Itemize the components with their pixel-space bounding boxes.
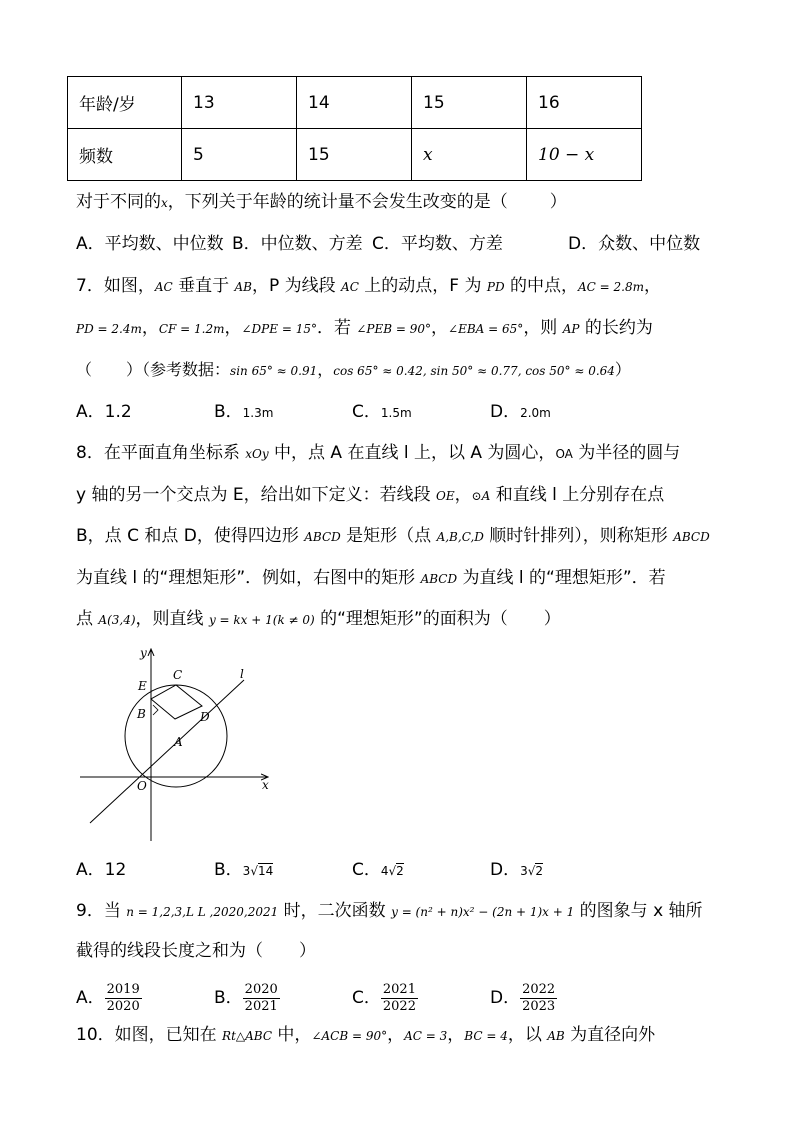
text: 的“理想矩形”的面积为（ bbox=[314, 609, 508, 629]
text: 对于不同的 bbox=[76, 192, 161, 212]
option-letter: A． bbox=[76, 402, 105, 422]
frequency-table bbox=[67, 76, 642, 181]
text: ，则 bbox=[523, 318, 563, 338]
math: ABCD bbox=[420, 572, 458, 586]
math: CF = 1.2m bbox=[158, 322, 225, 336]
text: ） bbox=[299, 941, 316, 961]
q8-line-2 bbox=[76, 483, 664, 508]
math: ABCD bbox=[673, 530, 710, 544]
text: 为直线 l 的“理想矩形”．若 bbox=[457, 568, 666, 588]
q9-option-c bbox=[352, 978, 418, 1018]
numerator: 2022 bbox=[522, 981, 556, 997]
q9-line-1 bbox=[76, 899, 703, 924]
q7-line-3 bbox=[76, 358, 631, 383]
text: 8．在平面直角坐标系 bbox=[76, 443, 246, 463]
text: ） bbox=[543, 609, 561, 629]
option-coef: 3 bbox=[242, 864, 251, 878]
sqrt-sign: √ bbox=[250, 864, 258, 878]
math: ⊙A bbox=[471, 489, 491, 503]
q8-option-c bbox=[352, 858, 404, 883]
math: ∠DPE = 15° bbox=[241, 322, 317, 336]
math: AB bbox=[234, 280, 252, 294]
line-l bbox=[90, 680, 244, 823]
math: AC bbox=[154, 280, 173, 294]
text: 10．如图，已知在 bbox=[76, 1025, 223, 1045]
text: ．若 bbox=[316, 318, 357, 338]
text: 为直径向外 bbox=[564, 1025, 656, 1045]
text: 截得的线段长度之和为（ bbox=[76, 941, 263, 961]
q9-option-d bbox=[490, 978, 557, 1018]
math: BC = 4 bbox=[464, 1029, 508, 1043]
q6-option-b: B．中位数、方差 bbox=[232, 234, 363, 254]
text: ， bbox=[644, 276, 662, 296]
option-coef: 4 bbox=[380, 864, 389, 878]
text: ， bbox=[431, 318, 449, 338]
text: ，P 为线段 bbox=[251, 276, 342, 296]
text: 的图象与 x 轴所 bbox=[574, 901, 703, 921]
table-row bbox=[68, 77, 642, 129]
table-cell: x bbox=[412, 129, 527, 181]
option-letter: A． bbox=[76, 988, 105, 1008]
q9-option-b bbox=[214, 978, 280, 1018]
denominator: 2020 bbox=[106, 998, 140, 1014]
option-radicand: 2 bbox=[535, 864, 544, 878]
q6-option-a: A．平均数、中位数 bbox=[76, 234, 224, 254]
table-cell: 频数 bbox=[68, 129, 182, 181]
text: 上的动点，F 为 bbox=[358, 276, 487, 296]
text: 7．如图， bbox=[76, 276, 155, 296]
q10-line-1 bbox=[76, 1023, 655, 1048]
text: ） bbox=[614, 360, 631, 379]
text: 中， bbox=[272, 1025, 312, 1045]
q8-option-a bbox=[76, 858, 126, 882]
sqrt-sign: √ bbox=[527, 864, 536, 878]
q9-option-a bbox=[76, 978, 142, 1018]
label-a: A bbox=[174, 735, 183, 749]
option-value: 12 bbox=[104, 860, 127, 880]
q7-line-1 bbox=[76, 274, 661, 299]
label-y: y bbox=[140, 646, 147, 660]
numerator: 2019 bbox=[106, 981, 140, 997]
rectangle-abcd bbox=[151, 685, 202, 719]
math: AC = 2.8m bbox=[578, 280, 645, 294]
math: A(3,4) bbox=[98, 613, 136, 627]
math: xOy bbox=[245, 447, 269, 461]
fraction bbox=[243, 982, 280, 1015]
option-letter: B． bbox=[214, 860, 243, 880]
math: AB bbox=[547, 1029, 565, 1043]
q8-line-4 bbox=[76, 566, 666, 591]
option-value: 1.2 bbox=[104, 402, 132, 422]
option-value: 2.0m bbox=[520, 406, 551, 420]
text: 为半径的圆与 bbox=[572, 443, 681, 463]
option-letter: A． bbox=[76, 860, 105, 880]
math: ABCD bbox=[304, 530, 341, 544]
label-o: O bbox=[137, 779, 147, 793]
table-cell: 15 bbox=[297, 129, 412, 181]
label-b: B bbox=[137, 707, 146, 721]
math: n = 1,2,3,L L ,2020,2021 bbox=[126, 905, 279, 919]
math: AC bbox=[341, 280, 359, 294]
table-cell: 16 bbox=[527, 77, 642, 129]
text: ， bbox=[317, 360, 334, 379]
table-cell: 13 bbox=[182, 77, 297, 129]
math: Rt△ABC bbox=[222, 1029, 273, 1043]
math: ∠ACB = 90° bbox=[311, 1029, 388, 1043]
label-e: E bbox=[138, 679, 147, 693]
text: 时，二次函数 bbox=[278, 901, 392, 921]
table-row bbox=[68, 129, 642, 181]
math: OE bbox=[436, 489, 455, 503]
math: PD = 2.4m bbox=[76, 322, 142, 336]
text: 9．当 bbox=[76, 901, 127, 921]
math: AP bbox=[562, 322, 580, 336]
option-letter: D． bbox=[490, 402, 521, 422]
option-letter: C． bbox=[352, 402, 381, 422]
text: ）（参考数据： bbox=[126, 360, 231, 379]
option-value: 1.5m bbox=[380, 406, 412, 420]
math: ∠EBA = 65° bbox=[448, 322, 524, 336]
q8-option-b bbox=[214, 858, 273, 883]
text: 点 bbox=[76, 609, 99, 629]
text: B，点 C 和点 D，使得四边形 bbox=[76, 526, 305, 546]
denominator: 2023 bbox=[522, 998, 556, 1014]
math: cos 65° ≈ 0.42, sin 50° ≈ 0.77, cos 50° ≈ 0.64 bbox=[333, 364, 615, 378]
math: ∠PEB = 90° bbox=[356, 322, 432, 336]
text: （ bbox=[76, 360, 93, 379]
text: ，则直线 bbox=[135, 609, 209, 629]
q7-option-c bbox=[352, 400, 412, 425]
math: AC = 3 bbox=[404, 1029, 448, 1043]
text: 为直线 l 的“理想矩形”．例如，右图中的矩形 bbox=[76, 568, 421, 588]
math: OA bbox=[555, 447, 573, 461]
q8-line-3 bbox=[76, 524, 710, 549]
q8-option-d bbox=[490, 858, 543, 883]
text: 垂直于 bbox=[172, 276, 235, 296]
label-x: x bbox=[262, 778, 269, 792]
table-cell: 14 bbox=[297, 77, 412, 129]
fraction bbox=[105, 982, 142, 1015]
text: 顺时针排列），则称矩形 bbox=[483, 526, 674, 546]
text: ，下列关于年龄的统计量不会发生改变的是（ bbox=[167, 192, 508, 212]
text: 和直线 l 上分别存在点 bbox=[490, 485, 665, 505]
q8-line-5 bbox=[76, 607, 561, 632]
math: y = (n² + n)x² − (2n + 1)x + 1 bbox=[391, 905, 575, 919]
text: ，以 bbox=[507, 1025, 548, 1045]
option-coef: 3 bbox=[520, 864, 528, 878]
text: ） bbox=[549, 192, 567, 212]
q7-option-b bbox=[214, 400, 273, 425]
denominator: 2021 bbox=[244, 998, 278, 1014]
option-letter: D． bbox=[490, 988, 521, 1008]
option-radicand: 14 bbox=[257, 864, 274, 878]
text: ， bbox=[224, 318, 242, 338]
sqrt-sign: √ bbox=[388, 864, 397, 878]
q7-line-2 bbox=[76, 316, 653, 341]
text: ， bbox=[454, 485, 472, 505]
option-letter: B． bbox=[214, 988, 243, 1008]
q8-figure bbox=[76, 643, 276, 843]
text: 是矩形（点 bbox=[340, 526, 437, 546]
table-cell: 5 bbox=[182, 129, 297, 181]
q7-option-a bbox=[76, 400, 132, 424]
option-letter: B． bbox=[214, 402, 243, 422]
option-value: 1.3m bbox=[242, 406, 274, 420]
text: 的中点， bbox=[504, 276, 579, 296]
label-c: C bbox=[173, 668, 183, 682]
q6-option-c: C．平均数、方差 bbox=[372, 234, 503, 254]
text: ， bbox=[141, 318, 159, 338]
q6-stem bbox=[76, 190, 567, 215]
option-letter: C． bbox=[352, 860, 381, 880]
label-l: l bbox=[240, 667, 244, 681]
denominator: 2022 bbox=[382, 998, 416, 1014]
text: 中，点 A 在直线 l 上，以 A 为圆心， bbox=[268, 443, 556, 463]
option-radicand: 2 bbox=[396, 864, 404, 878]
q6-option-d: D．众数、中位数 bbox=[568, 234, 701, 254]
fraction bbox=[381, 982, 418, 1015]
math: y = kx + 1(k ≠ 0) bbox=[208, 613, 315, 627]
table-cell: 10 − x bbox=[527, 129, 642, 181]
math: x bbox=[161, 196, 168, 210]
math: A,B,C,D bbox=[436, 530, 484, 544]
fraction bbox=[520, 982, 557, 1015]
q8-line-1 bbox=[76, 441, 680, 466]
math: sin 65° ≈ 0.91 bbox=[230, 364, 318, 378]
text: ， bbox=[387, 1025, 405, 1045]
label-d: D bbox=[200, 710, 210, 724]
q7-option-d bbox=[490, 400, 551, 425]
math: PD bbox=[486, 280, 505, 294]
table-cell: 15 bbox=[412, 77, 527, 129]
text: y 轴的另一个交点为 E，给出如下定义：若线段 bbox=[76, 485, 437, 505]
option-letter: C． bbox=[352, 988, 381, 1008]
option-letter: D． bbox=[490, 860, 521, 880]
right-angle-mark bbox=[153, 705, 158, 715]
text: ， bbox=[447, 1025, 465, 1045]
table-cell: 年龄/岁 bbox=[68, 77, 182, 129]
numerator: 2020 bbox=[244, 981, 278, 997]
q9-line-2 bbox=[76, 939, 316, 963]
text: 的长约为 bbox=[579, 318, 653, 338]
numerator: 2021 bbox=[382, 981, 416, 997]
